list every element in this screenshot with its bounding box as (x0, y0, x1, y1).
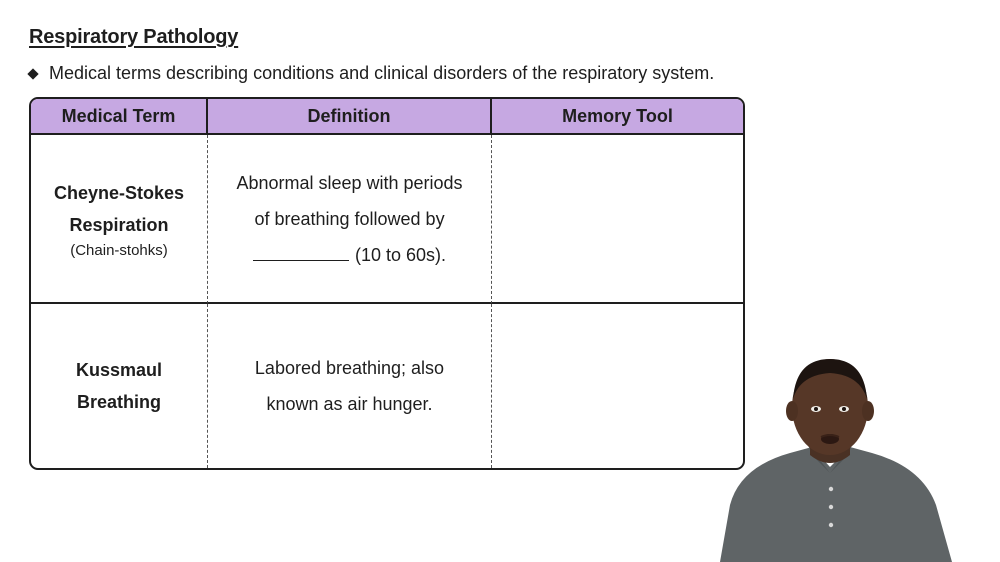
definition-line-with-blank (253, 237, 446, 273)
diamond-bullet-icon (27, 68, 38, 79)
definition-text: of breathing followed by (254, 208, 445, 229)
pronunciation-text: (Chain-stohks) (70, 241, 168, 259)
term-cell (31, 135, 208, 304)
presenter-video (700, 355, 962, 562)
term-cell (31, 304, 208, 468)
definition-cell (208, 135, 492, 304)
definition-text: known as air hunger. (266, 394, 433, 414)
term-text: Respiration (69, 214, 169, 235)
term-text: Breathing (76, 392, 161, 412)
header-memory-tool: Memory Tool (492, 99, 743, 135)
definition-text: (10 to 60s). (354, 244, 447, 265)
fill-in-blank (253, 238, 349, 261)
terms-table (29, 97, 745, 470)
definition-cell (208, 304, 492, 468)
term-text: Cheyne-Stokes (53, 182, 185, 203)
bullet-point (29, 63, 714, 84)
memory-tool-cell (492, 135, 743, 304)
page-title: Respiratory Pathology (29, 26, 239, 48)
header-definition: Definition (208, 99, 492, 135)
definition-text: Labored breathing; also (254, 358, 445, 378)
definition-text: Abnormal sleep with periods (236, 172, 463, 193)
header-medical-term: Medical Term (31, 99, 208, 135)
term-text: Kussmaul (75, 360, 163, 380)
bullet-text: Medical terms describing conditions and clinical disorders of the respiratory system. (49, 63, 715, 83)
